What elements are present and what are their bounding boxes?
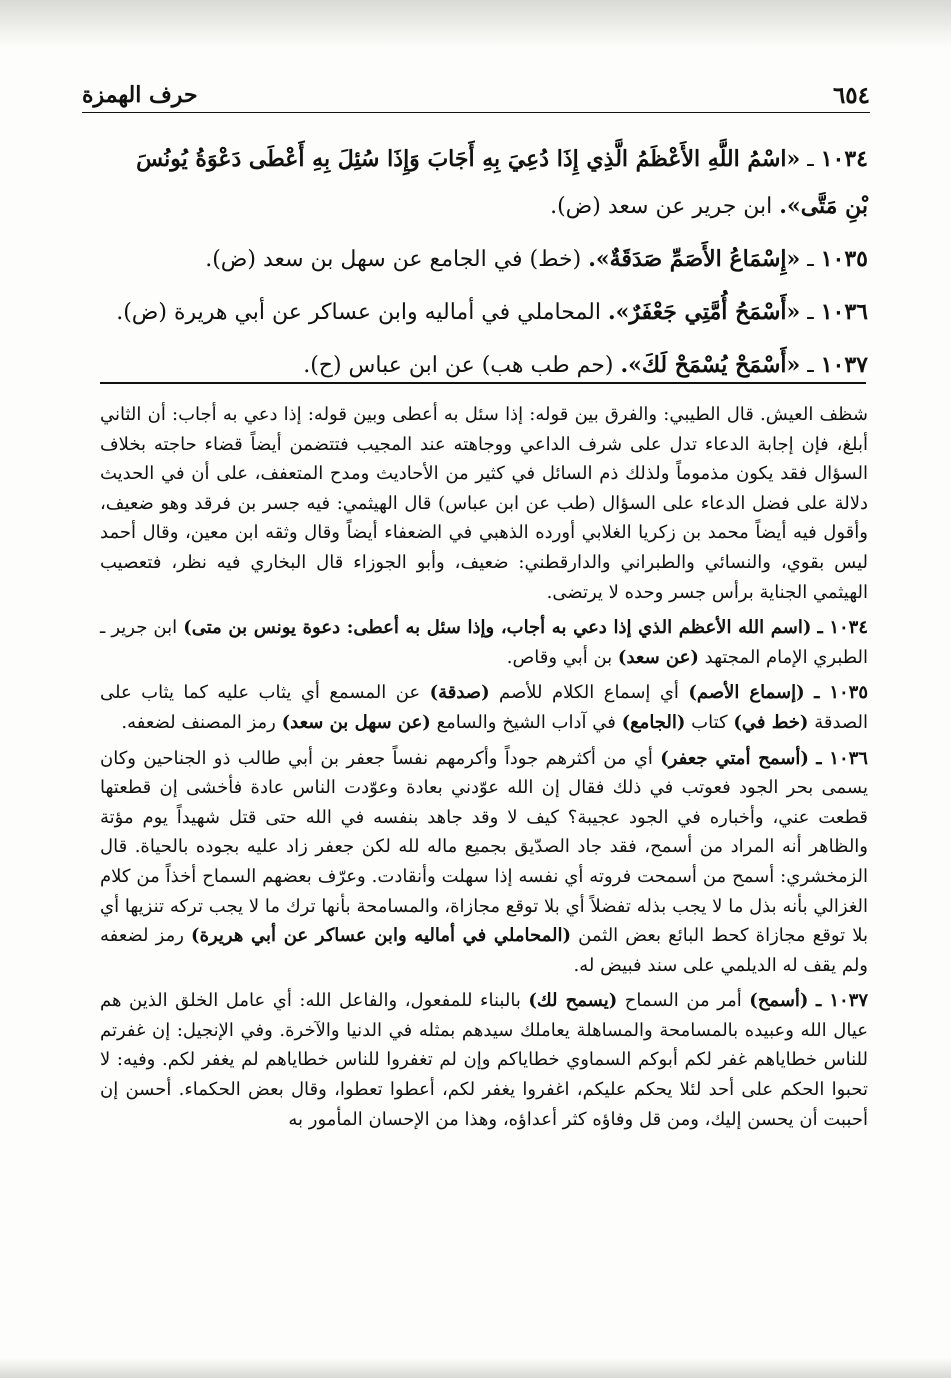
commentary-text: رمز لضعفه ولم يقف له الديلمي على سند فبيض له. [100,925,868,976]
matn-entry-1035: ١٠٣٥ ـ «إِسْمَاعُ الأَصَمِّ صَدَقَةٌ». (خط) في الجامع عن سهل بن سعد (ض). [205,246,868,272]
commentary-section [100,400,868,1140]
source-ref: (المحاملي في أماليه وابن عساكر عن أبي هريرة) [191,925,572,947]
hadith-source: المحاملي في أماليه وابن عساكر عن أبي هريرة (ض). [116,300,601,325]
running-title: حرف الهمزة [82,82,206,108]
hadith-text: «إِسْمَاعُ الأَصَمِّ صَدَقَةٌ». [588,246,801,272]
entry-number: ١٠٣٥ [820,246,868,272]
entry-number: ١٠٣٧ ـ [815,990,868,1012]
source-ref: (خط في) [733,711,809,733]
hadith-source: (حم طب هب) عن ابن عباس (ح). [303,353,614,378]
page-number: ٦٥٤ [825,82,870,109]
matn-entry-1034: ١٠٣٤ ـ «اسْمُ اللَّهِ الأَعْظَمُ الَّذِي إِذَا دُعِيَ بِهِ أَجَابَ وَإِذَا سُئِلَ بِهِ أَعْطَى دَعْوَةُ يُونُسَ بْنِ مَتَّى». ابن جرير عن سعد (ض). [136,146,868,219]
source-ref: (الجامع) [621,711,686,733]
commentary-text: عن المسمع أي يثاب عليه كما يثاب على الصدقة [100,682,868,733]
commentary-text: ابن جرير ـ الطبري الإمام المجتهد [100,617,868,668]
commentary-entry-1037 [100,986,868,1134]
quoted-text: (أسمح) [749,990,809,1012]
commentary-text: رمز المصنف لضعفه. [121,711,276,733]
commentary-entry-1034 [100,613,868,672]
commentary-text: بالبناء للمفعول، والفاعل الله: أي عامل الخلق الذين هم عيال الله وعبيده بالمسامحة والمساهلة يعاملك سيدهم بمثله في الدنيا والآخرة. وفي الإنجيل: إن غفرتم للناس خطاياهم غفر لكم أبوكم السماوي خطاياكم وإن لم تغفروا للناس خطاياهم لم يغفر لكم. وفيه: لا تحبوا الحكم على أحد لئلا يحكم عليكم، اغفروا يغفر لكم، أعطوا تعطوا، وقال بعض الحكماء. أحسن إن أحببت أن يحسن إليك، ومن قل وفاؤه كثر أعداؤه، وهذا من الإحسان المأمور به [100,990,868,1130]
hadith-text: «أَسْمَحُ أُمَّتِي جَعْفَرٌ». [608,299,801,325]
commentary-entry-1036 [100,744,868,981]
commentary-text: أي إسماع الكلام للأصم [499,682,679,704]
commentary-continuation: شظف العيش. قال الطيبي: والفرق بين قوله: إذا سئل به أعطى وبين قوله: إذا دعي به أجاب: أن الثاني أبلغ، فإن إجابة الدعاء تدل على شرف الداعي ووجاهته عند المجيب فتتضمن أيضاً قضاء حاجته بخلاف السؤال فقد يكون مذموماً ولذلك ذم السائل في كثير من الأحاديث ومدح المتعفف، على أن في الحديث دلالة على فضل الدعاء على السؤال (طب عن ابن عباس) قال الهيثمي: فيه جسر بن فرقد وهو ضعيف، وأقول فيه أيضاً محمد بن زكريا الغلابي أورده الذهبي في الضعفاء أيضاً وقال وثقه ابن معين، وقال أحمد ليس بقوي، والنسائي والطبراني والدارقطني: ضعيف، وأبو الجوزاء قال البخاري فيه نظر، فتعصيب الهيثمي الجناية برأس جسر وحده لا يرتضى. [100,404,868,603]
entry-number: ١٠٣٦ ـ [816,747,868,769]
matn-entry-1037: ١٠٣٧ ـ «أَسْمَحْ يُسْمَحْ لَكَ». (حم طب هب) عن ابن عباس (ح). [303,352,868,378]
hadith-source: (خط) في الجامع عن سهل بن سعد (ض). [205,247,582,272]
commentary-text: كتاب [691,711,728,733]
quoted-text: (يسمح لك) [528,990,618,1012]
quoted-text: (صدقة) [429,682,490,704]
matn-entry-1036: ١٠٣٦ ـ «أَسْمَحُ أُمَّتِي جَعْفَرٌ». المحاملي في أماليه وابن عساكر عن أبي هريرة (ض). [116,299,868,325]
quoted-text: (إسماع الأصم) [688,682,805,704]
section-divider [100,382,866,384]
scan-shadow-bottom [0,1358,951,1378]
quoted-text: (اسم الله الأعظم الذي إذا دعي به أجاب، وإذا سئل به أعطى: دعوة يونس بن متى) [183,617,812,639]
commentary-text: أمر من السماح [624,990,742,1012]
entry-number: ١٠٣٥ ـ [814,682,868,704]
source-ref: (عن سعد) [617,646,699,668]
matn-section [108,136,868,395]
commentary-text: أي من أكثرهم جوداً وأكرمهم نفساً جعفر بن أبي طالب ذو الجناحين وكان يسمى بحر الجود فعوتب في ذلك فقال إن الله عوّدني بعادة وعوّدت الناس عادة فأخشى إن قطعتها قطعت عني، وأخباره في الجود عجيبة؟ كيف لا وقد جاهد بنفسه في الله حتى قتل شهيداً يوم مؤتة والظاهر أنه المراد من أسمح، فقد جاد الصدّيق بجميع ماله لله لكن جعفر زاد عليه بجوده بالحياة. قال الزمخشري: أسمح من أسمحت فروته أي نفسه إذا سهلت وأنقادت. وعرّف بعضهم السماح أخذاً من كلام الغزالي بأنه بذل ما لا يجب بذله تفضلاً أي بلا توقع مجازاة، والمسامحة بأنها ترك ما لا يجب تركه تنزيها أي بلا توقع مجازاة كحط البائع بعض الثمن [100,747,868,947]
hadith-source: ابن جرير عن سعد (ض). [550,194,773,219]
scan-shadow-top [0,0,951,48]
entry-number: ١٠٣٦ [820,299,868,325]
entry-number: ١٠٣٤ ـ [817,617,868,639]
hadith-text: «اسْمُ اللَّهِ الأَعْظَمُ الَّذِي إِذَا دُعِيَ بِهِ أَجَابَ وَإِذَا سُئِلَ بِهِ أَعْطَى دَعْوَةُ يُونُسَ بْنِ مَتَّى». [136,146,868,219]
entry-number: ١٠٣٧ [820,352,868,378]
page-header [82,82,870,113]
commentary-entry-1035 [100,678,868,737]
quoted-text: (أسمح أمتي جعفر) [660,747,809,769]
commentary-text: بن أبي وقاص. [506,646,613,668]
source-ref: (عن سهل بن سعد) [281,711,431,733]
hadith-text: «أَسْمَحْ يُسْمَحْ لَكَ». [620,352,801,378]
entry-number: ١٠٣٤ [820,146,868,172]
commentary-text: في آداب الشيخ والسامع [436,711,616,733]
